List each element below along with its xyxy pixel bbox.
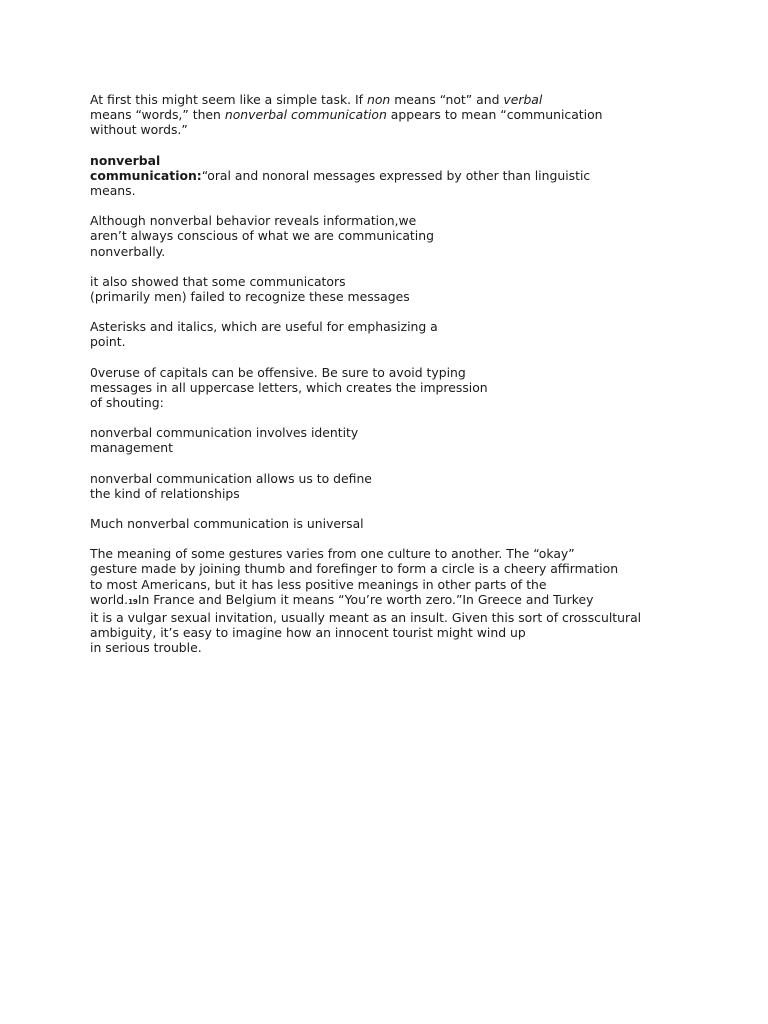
text-line: management (90, 440, 174, 456)
definition-text: “oral and nonoral messages expressed by other than linguistic (201, 167, 591, 183)
definition-term: nonverbal (90, 152, 161, 168)
text-line: it also showed that some communicators (90, 273, 346, 289)
italic-term-nonverbal-communication: nonverbal communication (224, 107, 387, 123)
text-line: messages in all uppercase letters, which creates the impression (90, 379, 488, 395)
definition-term: communication: (90, 167, 202, 183)
paragraph-gestures (90, 546, 690, 655)
text-line: nonverbally. (90, 243, 166, 259)
paragraph-intro (90, 92, 690, 138)
text-line: of shouting: (90, 395, 164, 411)
document-page (90, 92, 690, 671)
paragraph-definition (90, 153, 690, 199)
paragraph-universal (90, 516, 690, 531)
text-run: appears to mean “communication (386, 107, 603, 123)
text-run: At first this might seem like a simple task. If (90, 92, 367, 107)
paragraph-capitals (90, 365, 690, 411)
text-run: means “not” and (390, 92, 504, 107)
text-line: gesture made by joining thumb and forefinger to form a circle is a cheery affirmation (90, 561, 619, 577)
text-line (90, 168, 690, 183)
paragraph-communicators (90, 274, 690, 304)
text-line: Asterisks and italics, which are useful for emphasizing a (90, 319, 438, 335)
paragraph-asterisks (90, 319, 690, 349)
text-line: to most Americans, but it has less positive meanings in other parts of the (90, 576, 547, 592)
italic-term-non: non (366, 92, 391, 107)
text-line (90, 92, 690, 107)
italic-term-verbal: verbal (503, 92, 543, 107)
text-line: (primarily men) failed to recognize these messages (90, 289, 410, 305)
text-line: in serious trouble. (90, 640, 202, 656)
text-line: nonverbal communication allows us to define (90, 470, 372, 486)
paragraph-identity (90, 425, 690, 455)
text-line: it is a vulgar sexual invitation, usually meant as an insult. Given this sort of crosscultural (90, 610, 642, 626)
text-run: In France and Belgium it means “You’re worth zero.”In Greece and Turkey (137, 591, 594, 607)
text-line (90, 592, 690, 610)
text-line: aren’t always conscious of what we are communicating (90, 228, 434, 244)
text-line: nonverbal communication involves identity (90, 425, 359, 441)
paragraph-awareness (90, 213, 690, 259)
footnote-marker: 19 (128, 597, 138, 606)
text-line: Although nonverbal behavior reveals information,we (90, 213, 417, 229)
text-line: means. (90, 183, 136, 199)
text-run: world. (90, 591, 129, 607)
text-line: ambiguity, it’s easy to imagine how an innocent tourist might wind up (90, 625, 526, 641)
text-line: The meaning of some gestures varies from one culture to another. The “okay” (90, 546, 575, 562)
paragraph-relationships (90, 471, 690, 501)
text-line: without words.” (90, 122, 188, 138)
text-line: the kind of relationships (90, 485, 240, 501)
text-line: point. (90, 334, 126, 350)
text-line: Much nonverbal communication is universal (90, 516, 364, 532)
text-run: means “words,” then (90, 107, 225, 123)
text-line: 0veruse of capitals can be offensive. Be sure to avoid typing (90, 364, 466, 380)
text-line (90, 107, 690, 122)
